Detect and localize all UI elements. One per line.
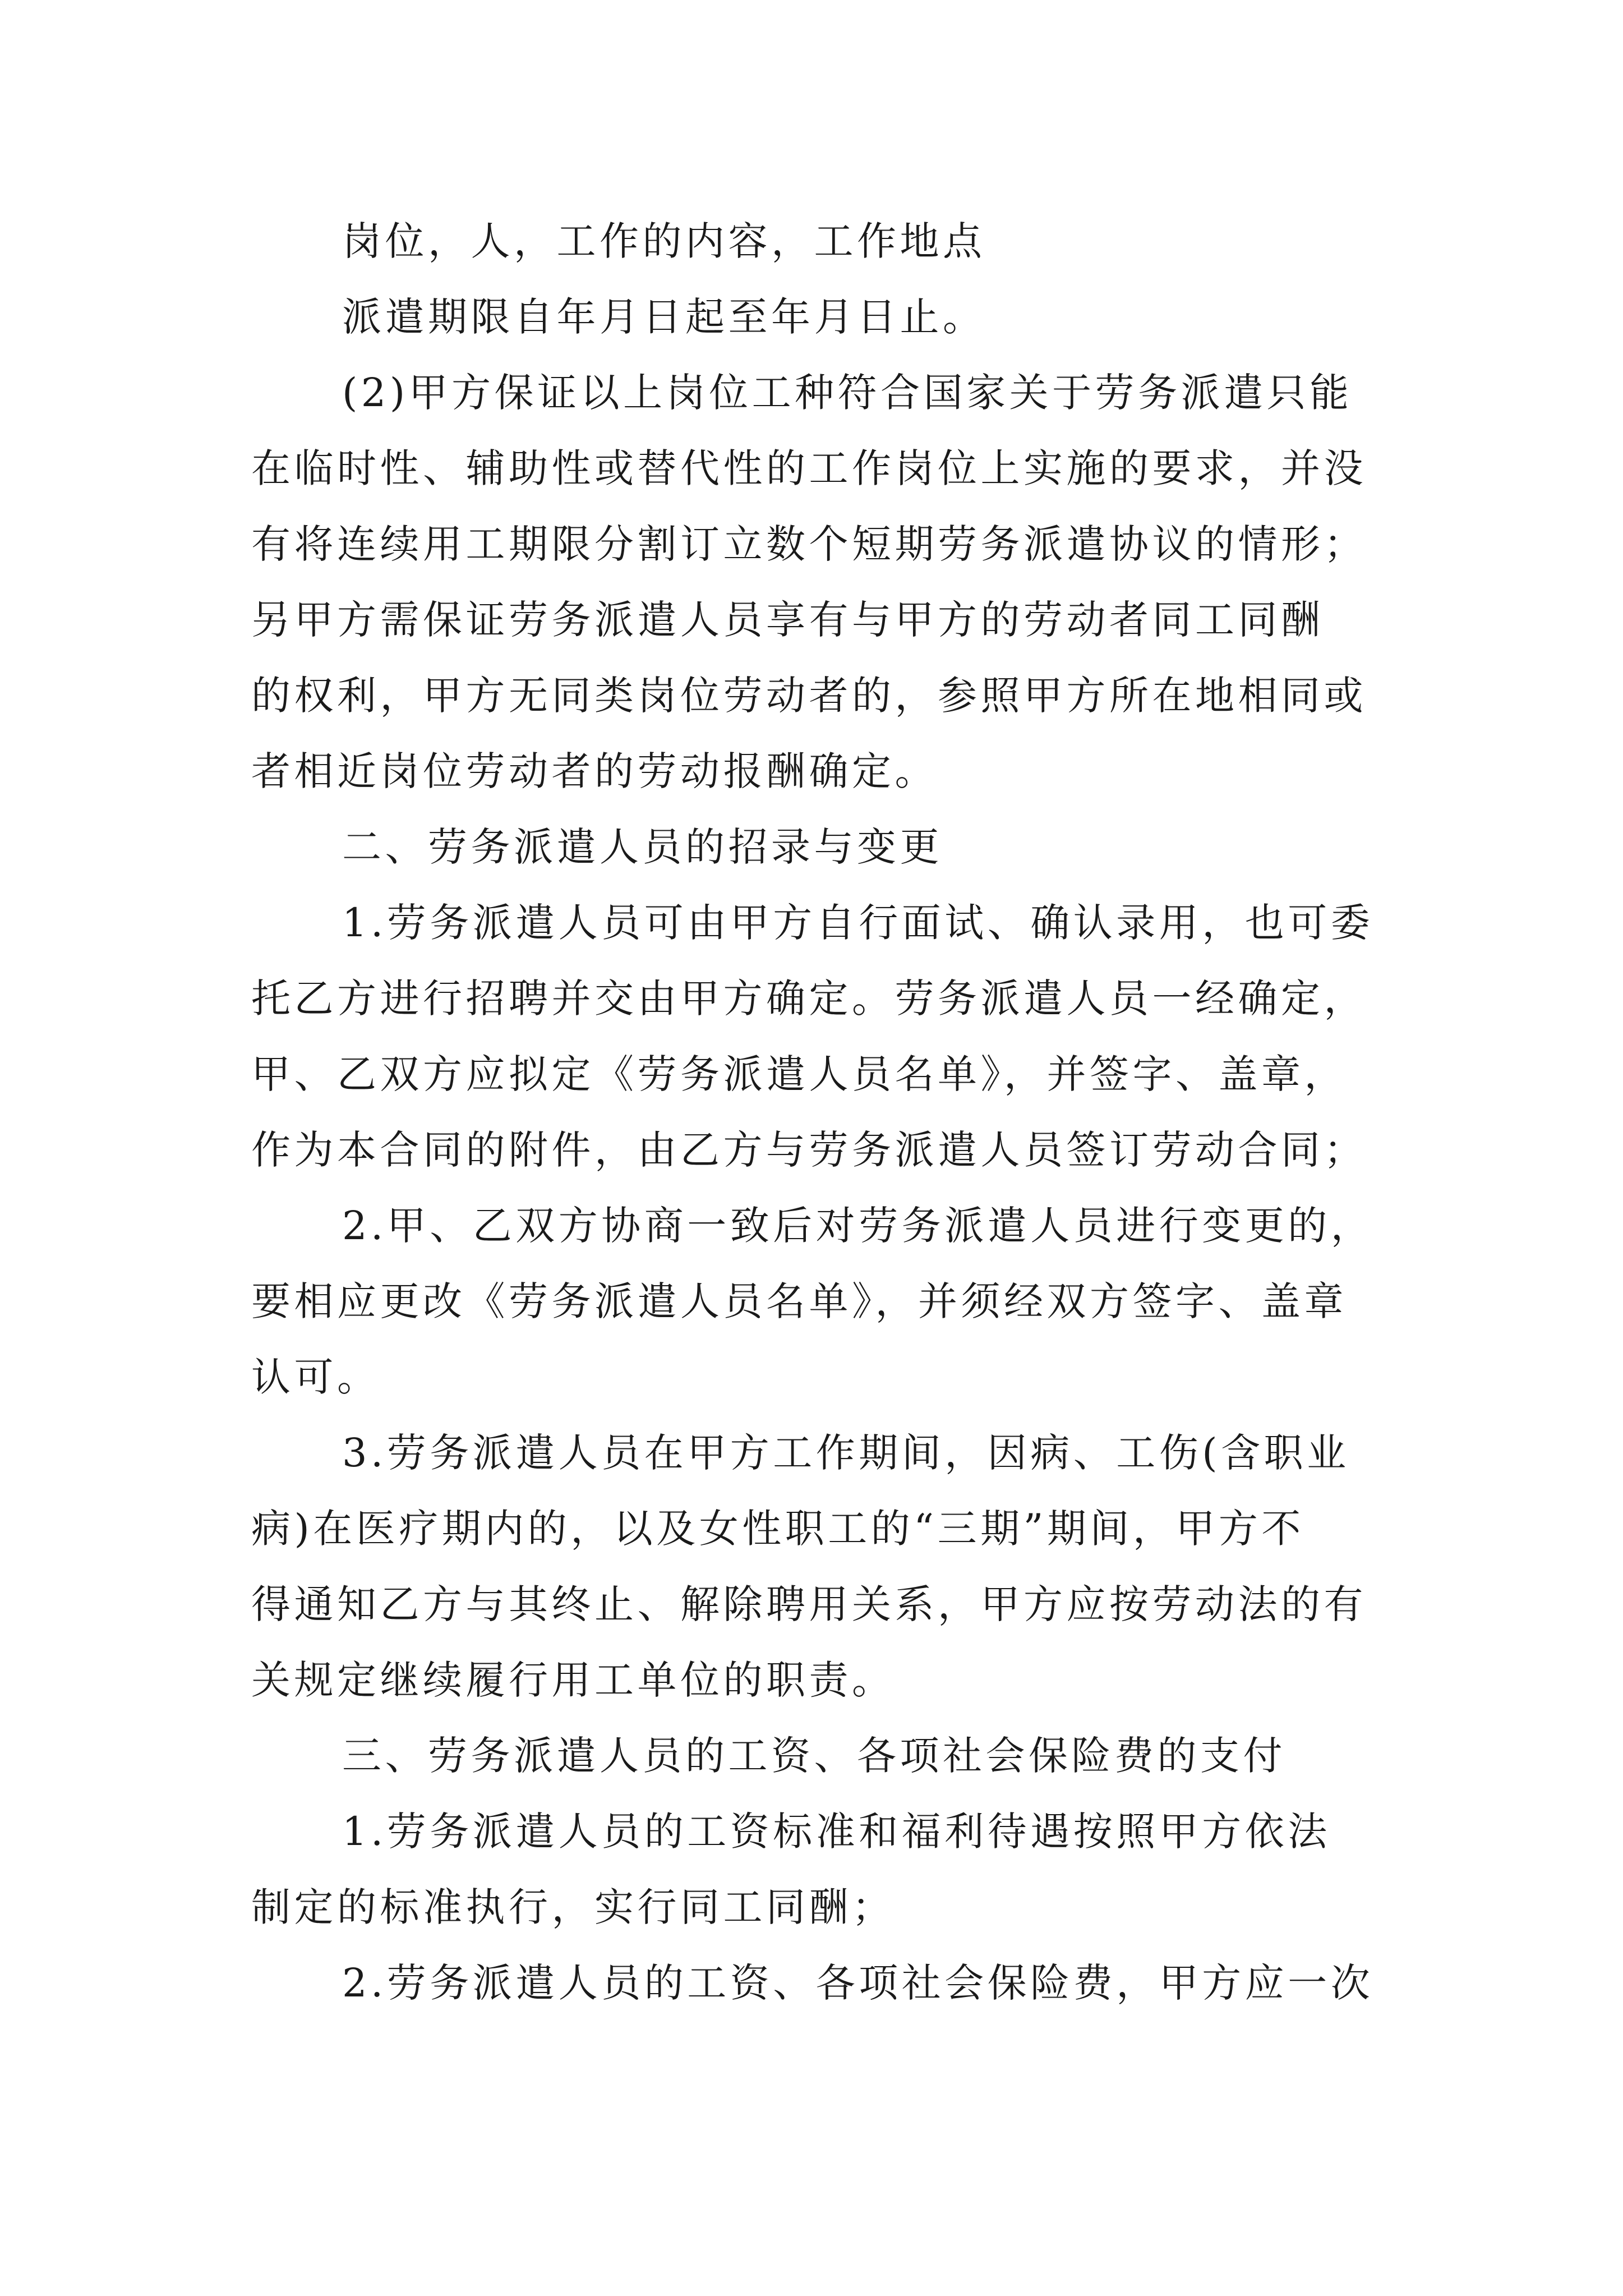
text-line: 关规定继续履行用工单位的职责。 [251,1657,895,1703]
text-line: (2)甲方保证以上岗位工种符合国家关于劳务派遣只能 [342,370,1353,416]
text-line: 托乙方进行招聘并交由甲方确定。劳务派遣人员一经确定， [251,976,1367,1022]
text-line: 1.劳务派遣人员可由甲方自行面试、确认录用，也可委 [342,900,1374,946]
text-line: 要相应更改《劳务派遣人员名单》，并须经双方签字、盖章 [251,1278,1347,1324]
text-line: 认可。 [251,1354,380,1400]
text-line: 的权利，甲方无同类岗位劳动者的，参照甲方所在地相同或 [251,673,1367,719]
section-heading: 三、劳务派遣人员的工资、各项社会保险费的支付 [342,1733,1286,1779]
text-line: 岗位，人，工作的内容，工作地点 [342,218,986,264]
text-line: 作为本合同的附件，由乙方与劳务派遣人员签订劳动合同； [251,1127,1367,1173]
text-line: 病)在医疗期内的，以及女性职工的“三期”期间，甲方不 [251,1506,1304,1552]
text-line: 3.劳务派遣人员在甲方工作期间，因病、工伤(含职业 [342,1430,1350,1476]
text-line: 制定的标准执行，实行同工同酬； [251,1884,895,1930]
text-line: 派遣期限自年月日起至年月日止。 [342,294,986,340]
text-line: 2.甲、乙双方协商一致后对劳务派遣人员进行变更的， [342,1203,1374,1249]
text-line: 2.劳务派遣人员的工资、各项社会保险费，甲方应一次 [342,1960,1374,2006]
text-line: 甲、乙双方应拟定《劳务派遣人员名单》，并签字、盖章， [251,1051,1347,1097]
section-heading: 二、劳务派遣人员的招录与变更 [342,824,943,870]
text-line: 另甲方需保证劳务派遣人员享有与甲方的劳动者同工同酬 [251,597,1324,643]
text-line: 得通知乙方与其终止、解除聘用关系，甲方应按劳动法的有 [251,1581,1367,1627]
text-line: 1.劳务派遣人员的工资标准和福利待遇按照甲方依法 [342,1809,1331,1855]
text-line: 在临时性、辅助性或替代性的工作岗位上实施的要求，并没 [251,445,1367,491]
text-line: 有将连续用工期限分割订立数个短期劳务派遣协议的情形； [251,521,1367,567]
text-line: 者相近岗位劳动者的劳动报酬确定。 [251,748,938,794]
